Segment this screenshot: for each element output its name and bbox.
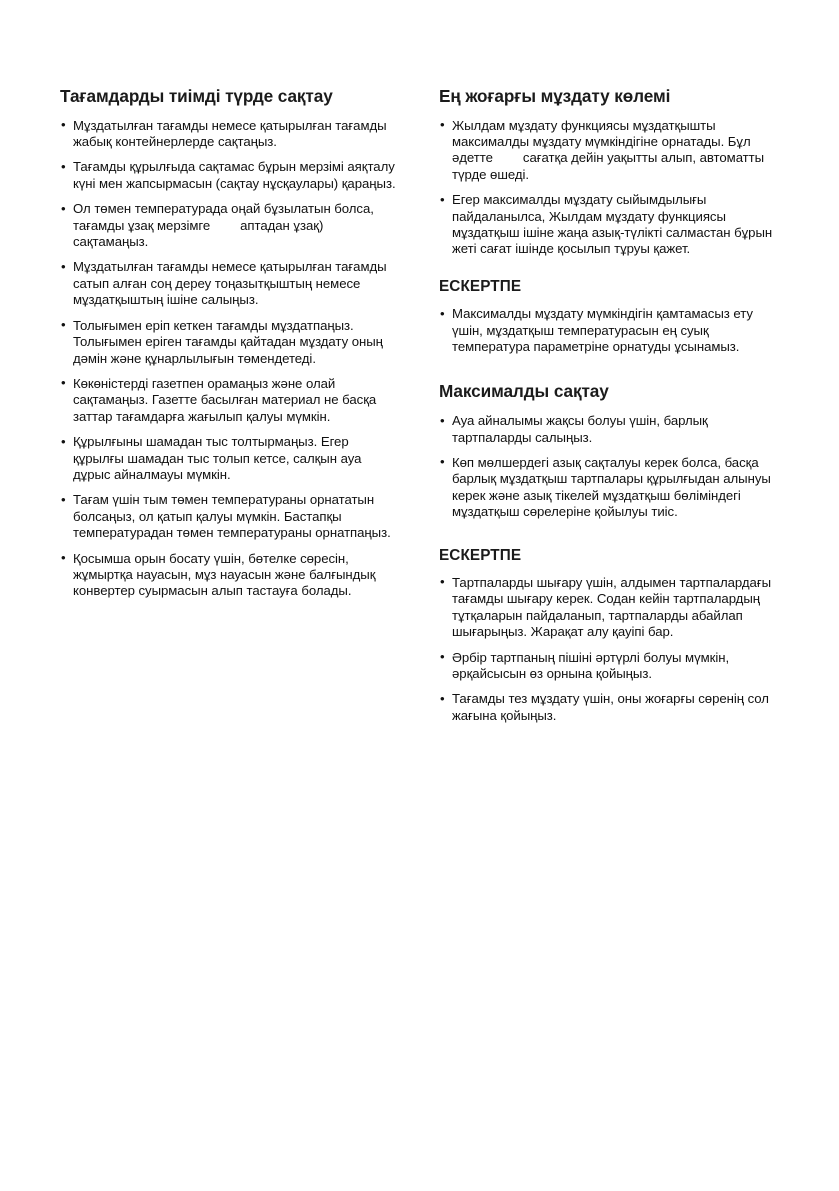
list-item: • Мұздатылған тағамды немесе қатырылған тағамды сатып алған соң дереу тоңазытқыштың немесе мұздатқыштың ішіне салыңыз.: [60, 259, 401, 308]
section-spacer: [439, 521, 780, 547]
note-2-bullet-list: [439, 575, 780, 724]
list-item-with-gap: [439, 118, 780, 184]
list-item: • Толығымен еріп кеткен тағамды мұздатпаңыз. Толығымен еріген тағамды қайтадан мұздату оның дәмін және құнарлылығын төмендетеді.: [60, 318, 401, 367]
bullet-text-part-a: Жылдам мұздату функциясы мұздатқышты максималды мұздату мүмкіндігіне орнатады. Бұл әдетте: [452, 117, 751, 166]
list-item: • Тағамды тез мұздату үшін, оны жоғарғы сөренің сол жағына қойыңыз.: [439, 691, 780, 724]
note-heading-1: ЕСКЕРТПЕ: [439, 277, 522, 295]
note-1-bullet-list: [439, 306, 780, 355]
list-item: • Тартпаларды шығару үшін, алдымен тартпалардағы тағамды шығару керек. Содан кейін тартпалардың тұтқаларын пайдаланып, тартпаларды абайлап шығарыңыз. Жарақат алу қауіпі бар.: [439, 575, 780, 641]
list-item: • Мұздатылған тағамды немесе қатырылған тағамды жабық контейнерлерде сақтаңыз.: [60, 118, 401, 151]
list-item: • Құрылғыны шамадан тыс толтырмаңыз. Егер құрылғы шамадан тыс толып кетсе, салқын ауа дұрыс айналмауы мүмкін.: [60, 434, 401, 483]
right-section-heading: Ең жоғарғы мұздату көлемі: [439, 86, 671, 106]
max-freeze-bullet-list: [439, 118, 780, 258]
list-item: • Әрбір тартпаның пішіні әртүрлі болуы мүмкін, әрқайсысын өз орнына қойыңыз.: [439, 650, 780, 683]
storage-bullet-list: [439, 413, 780, 520]
list-item: • Қосымша орын босату үшін, бөтелке сөресін, жұмыртқа науасын, мұз науасын және балғындық конвертер суырмасын алып тастауға болады.: [60, 551, 401, 600]
list-item: • Тағамды құрылғыда сақтамас бұрын мерзімі аяқталу күні мен жапсырмасын (сақтау нұсқаулары) қараңыз.: [60, 159, 401, 192]
bullet-text-part-a: Ол төмен температурада оңай бұзылатын болса, тағамды ұзақ мерзімге: [73, 201, 374, 233]
two-column-layout: [60, 86, 780, 724]
list-item: • Көкөністерді газетпен орамаңыз және олай сақтамаңыз. Газетте басылған материал не басқа заттар тағамдарға жағылып қалуы мүмкін.: [60, 376, 401, 425]
list-item: • Көп мөлшердегі азық сақталуы керек болса, басқа барлық мұздатқыш тартпалары құрылғыдан алынуы керек және азық тікелей мұздатқыш бөліміндегі мұздатқыш сөрелеріне қойылуы тиіс.: [439, 455, 780, 521]
left-bullet-list: [60, 118, 401, 600]
list-item: • Максималды мұздату мүмкіндігін қамтамасыз ету үшін, мұздатқыш температурасын ең суық температура параметріне орнатуды ұсынамыз.: [439, 306, 780, 355]
section-spacer: [439, 355, 780, 381]
left-column: [60, 86, 401, 600]
note-heading-2: ЕСКЕРТПЕ: [439, 546, 522, 564]
list-item: • Ауа айналымы жақсы болуы үшін, барлық тартпаларды салыңыз.: [439, 413, 780, 446]
bullet-text-part-b: сағатқа дейін уақытты алып, автоматты түрде өшеді.: [452, 150, 765, 182]
list-item: • Егер максималды мұздату сыйымдылығы пайдаланылса, Жылдам мұздату функциясы мұздатқыш ішіне жаңа азық-түлікті салмастан бұрын жеті сағат ішінде қосылып тұруы қажет.: [439, 192, 780, 258]
list-item-with-gap: [60, 201, 401, 250]
bullet-text-part-b: аптадан ұзақ) сақтамаңыз.: [73, 217, 324, 250]
list-item: • Тағам үшін тым төмен температураны орнататын болсаңыз, ол қатып қалуы мүмкін. Бастапқы температурадан төмен температураны орнатпаңыз.: [60, 492, 401, 541]
right-column: [439, 86, 780, 724]
storage-section-heading: Максималды сақтау: [439, 381, 609, 402]
left-section-heading: Тағамдарды тиімді түрде сақтау: [60, 86, 333, 106]
section-spacer: [439, 258, 780, 278]
